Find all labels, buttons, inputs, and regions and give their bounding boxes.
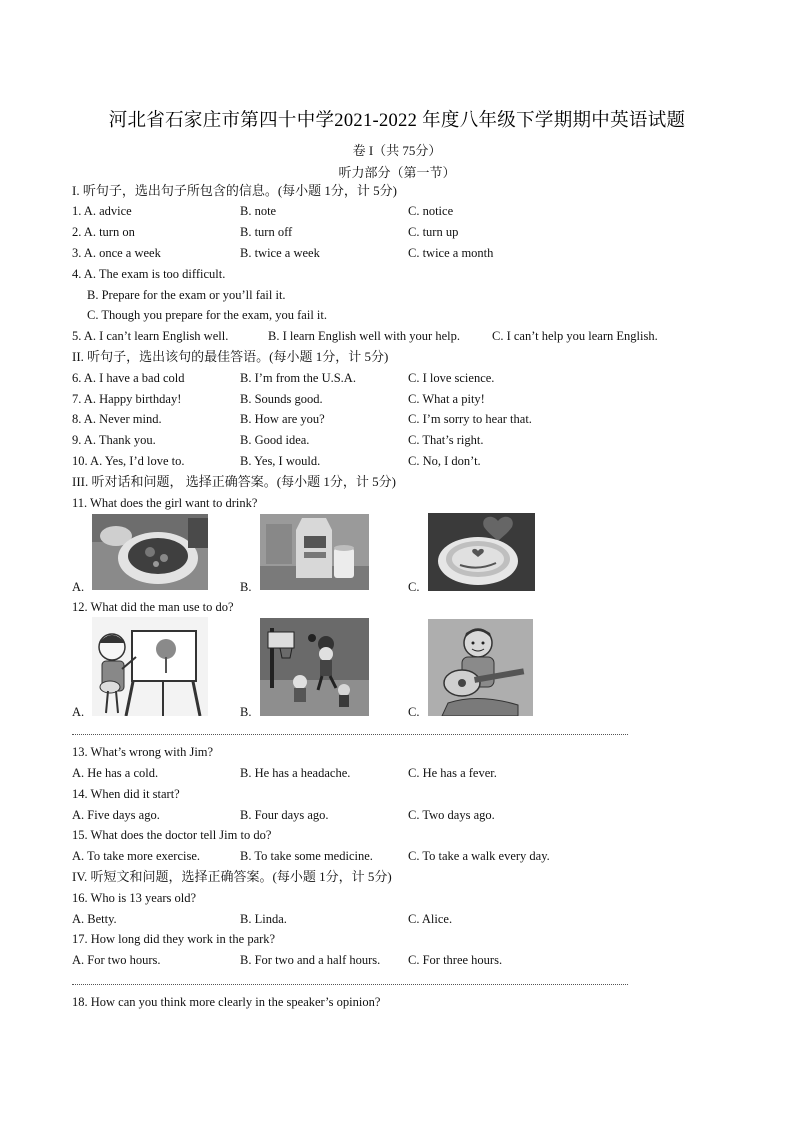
page-title: 河北省石家庄市第四十中学2021-2022 年度八年级下学期期中英语试题	[108, 111, 686, 131]
q12-label-a: A.	[72, 705, 85, 719]
q17-option-c: C. For three hours.	[408, 953, 503, 967]
q7-option-c: C. What a pity!	[408, 392, 485, 406]
q7-option-b: B. Sounds good.	[240, 392, 323, 406]
coffee-cup-icon	[428, 513, 535, 591]
q16-option-c: C. Alice.	[408, 912, 453, 926]
q5-option-b: B. I learn English well with your help.	[268, 329, 460, 343]
q17-option-a: A. For two hours.	[72, 953, 161, 967]
q17-option-b: B. For two and a half hours.	[240, 953, 381, 967]
q7-option-a: 7. A. Happy birthday!	[72, 392, 182, 406]
dotted-separator	[72, 974, 628, 985]
volume-heading: 卷 I（共 75分）	[352, 143, 442, 158]
q2-option-c: C. turn up	[408, 225, 459, 239]
q12-label-b: B.	[240, 705, 252, 719]
q5-option-a: 5. A. I can’t learn English well.	[72, 329, 229, 343]
boy-guitar-picture	[428, 619, 533, 716]
q1-option-a: 1. A. advice	[72, 204, 132, 218]
q4-option-a: 4. A. The exam is too difficult.	[72, 267, 226, 281]
q10-option-a: 10. A. Yes, I’d love to.	[72, 454, 185, 468]
q8-option-a: 8. A. Never mind.	[72, 412, 162, 426]
q13-option-b: B. He has a headache.	[240, 766, 351, 780]
q3-option-a: 3. A. once a week	[72, 246, 161, 260]
q15-question: 15. What does the doctor tell Jim to do?	[72, 828, 272, 842]
q6-option-a: 6. A. I have a bad cold	[72, 371, 185, 385]
q5-option-c: C. I can’t help you learn English.	[492, 329, 658, 343]
q16-question: 16. Who is 13 years old?	[72, 891, 197, 905]
section-4-heading: IV. 听短文和问题，选择正确答案。(每小题 1分，计 5分)	[72, 869, 392, 884]
q1-option-b: B. note	[240, 204, 277, 218]
q16-option-a: A. Betty.	[72, 912, 117, 926]
q15-option-a: A. To take more exercise.	[72, 849, 201, 863]
q12-question: 12. What did the man use to do?	[72, 600, 234, 614]
q2-option-b: B. turn off	[240, 225, 293, 239]
milk-carton-icon	[260, 514, 369, 590]
q15-option-b: B. To take some medicine.	[240, 849, 373, 863]
q2-option-a: 2. A. turn on	[72, 225, 135, 239]
q4-option-c: C. Though you prepare for the exam, you fail it.	[87, 308, 327, 322]
section-1-heading: I. 听句子，选出句子所包含的信息。(每小题 1分，计 5分)	[72, 183, 397, 198]
food-plate-picture	[92, 514, 208, 590]
q10-option-c: C. No, I don’t.	[408, 454, 481, 468]
q1-option-c: C. notice	[408, 204, 454, 218]
section-3-heading: III. 听对话和问题， 选择正确答案。(每小题 1分，计 5分)	[72, 474, 396, 489]
q9-option-c: C. That’s right.	[408, 433, 484, 447]
q8-option-c: C. I’m sorry to hear that.	[408, 412, 532, 426]
q9-option-a: 9. A. Thank you.	[72, 433, 156, 447]
q3-option-b: B. twice a week	[240, 246, 320, 260]
q6-option-b: B. I’m from the U.S.A.	[240, 371, 356, 385]
q13-option-a: A. He has a cold.	[72, 766, 159, 780]
section-2-heading: II. 听句子，选出该句的最佳答语。(每小题 1分，计 5分)	[72, 349, 389, 364]
q14-question: 14. When did it start?	[72, 787, 180, 801]
q9-option-b: B. Good idea.	[240, 433, 310, 447]
child-painting-picture	[92, 617, 208, 716]
q11-label-a: A.	[72, 580, 85, 594]
q11-label-c: C.	[408, 580, 420, 594]
part-heading: 听力部分（第一节）	[338, 165, 456, 180]
q14-option-c: C. Two days ago.	[408, 808, 495, 822]
basketball-icon	[260, 618, 369, 716]
q14-option-a: A. Five days ago.	[72, 808, 160, 822]
q3-option-c: C. twice a month	[408, 246, 494, 260]
milk-carton-picture	[260, 514, 369, 590]
q8-option-b: B. How are you?	[240, 412, 325, 426]
q10-option-b: B. Yes, I would.	[240, 454, 321, 468]
q18-question: 18. How can you think more clearly in the speaker’s opinion?	[72, 995, 381, 1009]
q16-option-b: B. Linda.	[240, 912, 287, 926]
q13-option-c: C. He has a fever.	[408, 766, 497, 780]
coffee-cup-picture	[428, 513, 535, 591]
q13-question: 13. What’s wrong with Jim?	[72, 745, 214, 759]
q12-label-c: C.	[408, 705, 420, 719]
guitar-icon	[428, 619, 533, 716]
q11-label-b: B.	[240, 580, 252, 594]
q15-option-c: C. To take a walk every day.	[408, 849, 550, 863]
q14-option-b: B. Four days ago.	[240, 808, 329, 822]
q4-option-b: B. Prepare for the exam or you’ll fail it.	[87, 288, 286, 302]
basketball-kids-picture	[260, 618, 369, 716]
painting-easel-icon	[92, 617, 208, 716]
food-plate-icon	[92, 514, 208, 590]
q6-option-c: C. I love science.	[408, 371, 495, 385]
q17-question: 17. How long did they work in the park?	[72, 932, 276, 946]
dotted-separator	[72, 724, 628, 735]
q11-question: 11. What does the girl want to drink?	[72, 496, 258, 510]
